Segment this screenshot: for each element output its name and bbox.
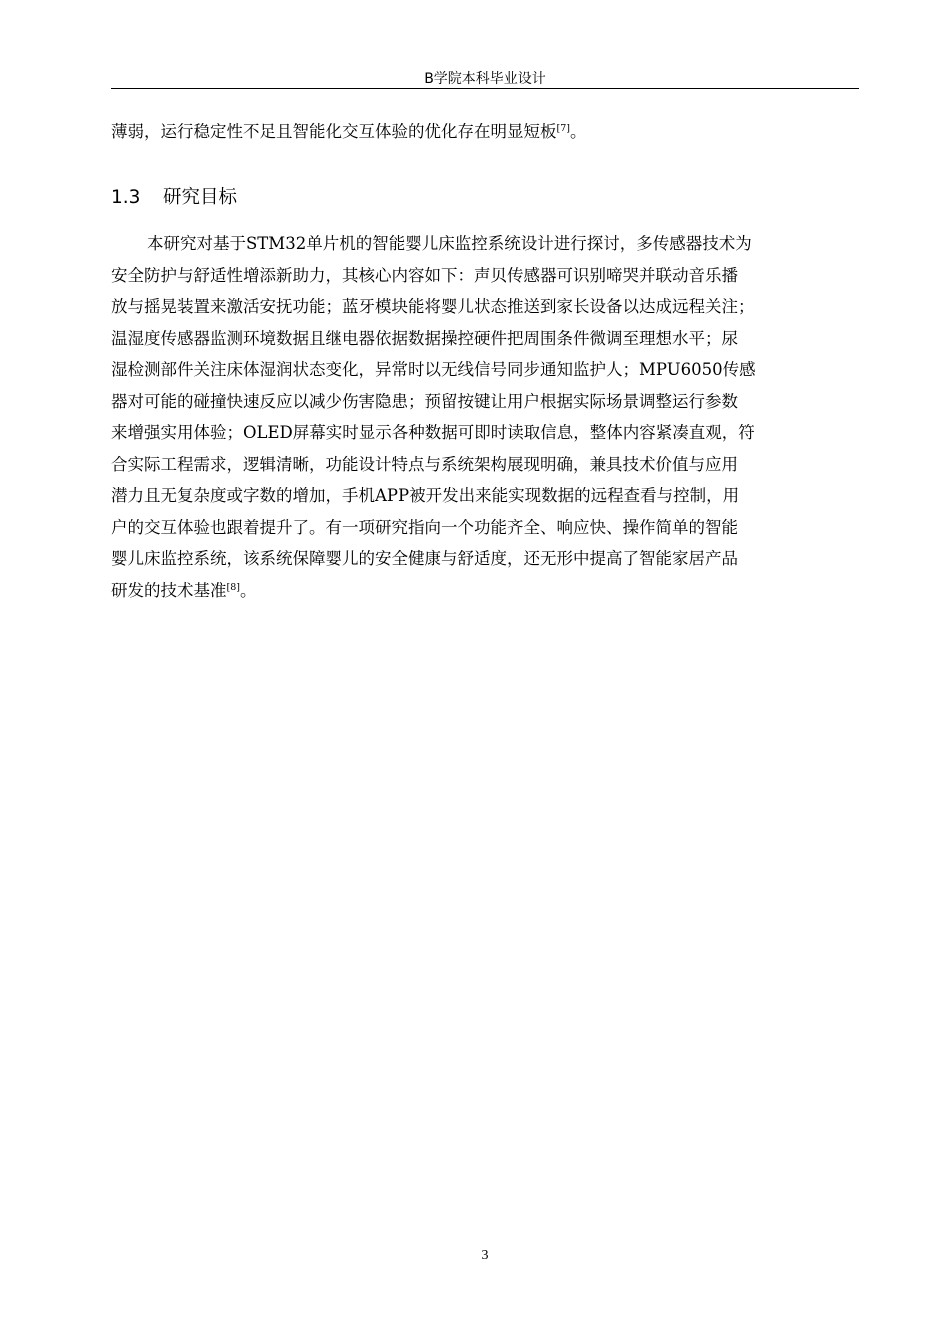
paragraph-line: [111, 116, 859, 148]
page-number: 3: [481, 1248, 489, 1263]
section-heading: [111, 185, 237, 211]
paragraph-line: 潜力且无复杂度或字数的增加，手机APP被开发出来能实现数据的远程查看与控制，用: [111, 486, 740, 505]
paragraph-line: 来增强实用体验；OLED屏幕实时显示各种数据可即时读取信息，整体内容紧凑直观，符: [111, 423, 755, 442]
paragraph-line: 器对可能的碰撞快速反应以减少伤害隐患；预留按键让用户根据实际场景调整运行参数: [111, 391, 738, 411]
paragraph-line: 本研究对基于STM32单片机的智能婴儿床监控系统设计进行探讨，多传感器技术为: [147, 234, 752, 253]
section-number: 1.3: [111, 187, 141, 208]
citation-ref[interactable]: [8]: [226, 581, 240, 593]
paragraph-line: 户的交互体验也跟着提升了。有一项研究指向一个功能齐全、响应快、操作简单的智能: [111, 517, 738, 537]
continuation-tail: 。: [569, 122, 587, 141]
continuation-paragraph: [111, 116, 859, 148]
paragraph-line: 安全防护与舒适性增添新助力，其核心内容如下：声贝传感器可识别啼哭并联动音乐播: [111, 265, 738, 285]
running-header: B学院本科毕业设计: [424, 71, 546, 87]
paragraph-line: 婴儿床监控系统，该系统保障婴儿的安全健康与舒适度，还无形中提高了智能家居产品: [111, 549, 738, 568]
paragraph-line: 放与摇晃装置来激活安抚功能；蓝牙模块能将婴儿状态推送到家长设备以达成远程关注；: [111, 297, 755, 316]
paragraph-line: 温湿度传感器监测环境数据且继电器依据数据操控硬件把周围条件微调至理想水平；尿: [111, 328, 738, 348]
body-paragraph: [111, 228, 859, 606]
paragraph-line: 合实际工程需求，逻辑清晰，功能设计特点与系统架构展现明确，兼具技术价值与应用: [111, 454, 738, 474]
citation-ref[interactable]: [7]: [556, 123, 570, 134]
header-rule: [111, 88, 859, 89]
paragraph-line: 湿检测部件关注床体湿润状态变化，异常时以无线信号同步通知监护人；MPU6050传感: [111, 360, 756, 379]
paragraph-last-line: [111, 575, 859, 607]
section-title: 研究目标: [163, 187, 238, 208]
last-line-text: 研发的技术基准: [111, 580, 227, 600]
last-line-tail: 。: [239, 580, 257, 600]
continuation-text: 薄弱，运行稳定性不足且智能化交互体验的优化存在明显短板: [111, 122, 557, 141]
